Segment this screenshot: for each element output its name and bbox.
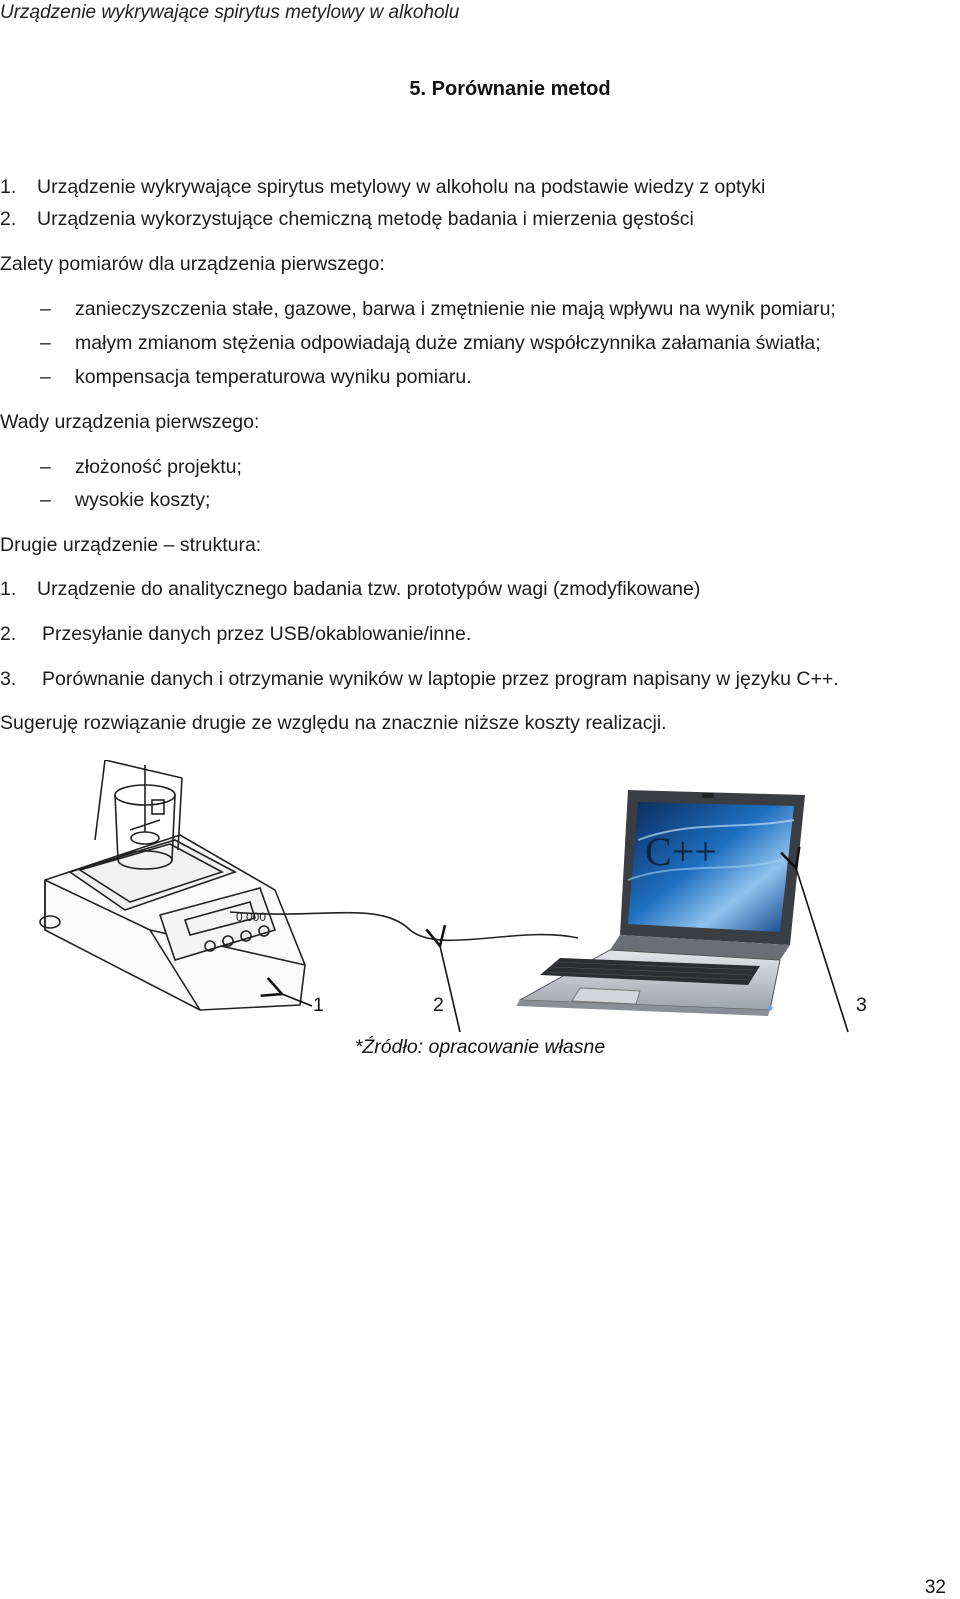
laptop-screen-label: C++	[645, 829, 717, 874]
method-number: 2.	[0, 208, 17, 230]
method-text: Urządzenie wykrywające spirytus metylowy w alkoholu na podstawie wiedzy z optyki	[37, 176, 766, 198]
structure-number: 1.	[0, 578, 17, 600]
advantages-heading: Zalety pomiarów dla urządzenia pierwszego:	[0, 253, 385, 275]
conclusion-text: Sugeruję rozwiązanie drugie ze względu na znacznie niższe koszty realizacji.	[0, 712, 667, 734]
disadvantage-text: złożoność projektu;	[75, 456, 242, 478]
page-number: 32	[924, 1577, 946, 1598]
dash-bullet-icon: –	[40, 366, 51, 388]
figure-caption: *Źródło: opracowanie własne	[354, 1036, 606, 1058]
running-header: Urządzenie wykrywające spirytus metylowy w alkoholu	[0, 2, 460, 23]
pointer-line-2	[440, 946, 460, 1032]
system-diagram-svg	[0, 760, 960, 1060]
method-text: Urządzenia wykorzystujące chemiczną metodę badania i mierzenia gęstości	[37, 208, 694, 230]
structure-text: Porównanie danych i otrzymanie wyników w laptopie przez program napisany w języku C++.	[42, 668, 839, 690]
structure-text: Przesyłanie danych przez USB/okablowanie/inne.	[42, 623, 472, 645]
disadvantage-text: wysokie koszty;	[75, 489, 211, 511]
second-device-heading: Drugie urządzenie – struktura:	[0, 534, 262, 556]
dash-bullet-icon: –	[40, 489, 51, 511]
figure-label-1: 1	[313, 994, 324, 1016]
system-diagram-figure	[0, 760, 960, 1060]
advantage-text: kompensacja temperaturowa wyniku pomiaru.	[75, 366, 472, 388]
figure-label-3: 3	[856, 994, 867, 1016]
pointer-line-3	[796, 868, 848, 1032]
advantage-text: zanieczyszczenia stałe, gazowe, barwa i zmętnienie nie mają wpływu na wynik pomiaru;	[75, 298, 836, 320]
laptop-image	[516, 790, 805, 1016]
advantage-text: małym zmianom stężenia odpowiadają duże zmiany współczynnika załamania światła;	[75, 332, 821, 354]
dash-bullet-icon: –	[40, 298, 51, 320]
disadvantages-heading: Wady urządzenia pierwszego:	[0, 411, 260, 433]
section-title: 5. Porównanie metod	[409, 78, 611, 100]
dash-bullet-icon: –	[40, 332, 51, 354]
structure-number: 3.	[0, 668, 17, 690]
balance-display-readout: 0.000	[236, 910, 267, 924]
figure-label-2: 2	[433, 994, 444, 1016]
structure-text: Urządzenie do analitycznego badania tzw. prototypów wagi (zmodyfikowane)	[37, 578, 701, 600]
analytical-balance-drawing	[40, 760, 305, 1010]
dash-bullet-icon: –	[40, 456, 51, 478]
method-number: 1.	[0, 176, 17, 198]
structure-number: 2.	[0, 623, 17, 645]
